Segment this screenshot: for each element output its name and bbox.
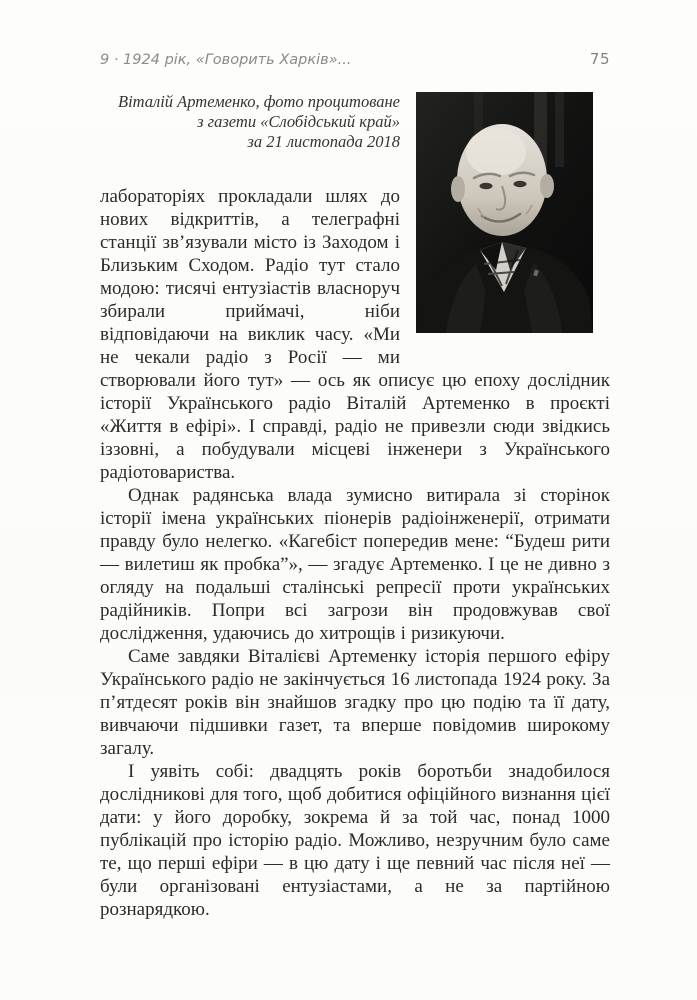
page-main: [100, 92, 610, 921]
page-number: 75: [589, 50, 610, 68]
caption-line: за 21 листопада 2018: [247, 132, 400, 151]
text-column: [100, 50, 610, 921]
caption-line: з газети «Слобідський край»: [197, 112, 400, 131]
portrait-photo: [416, 92, 593, 333]
caption-line: Віталій Артеменко, фото процитоване: [117, 92, 400, 111]
body-paragraph: Однак радянська влада зумисно витирала зі сторінок історії імена українських піонерів радіоінженерії, отримати правду було нелегко. «Кагебіст попередив мене: “Будеш рити — вилетиш як пробка”», — згадує Артеменко. І це не дивно з огляду на подальші сталінські репресії проти українських радійників. Попри всі загрози він продовжував свої дослідження, удаючись до хитрощів і ризикуючи.: [100, 485, 610, 644]
chapter-running-title: 9 · 1924 рік, «Говорить Харків»...: [100, 52, 352, 68]
running-header: [100, 50, 610, 68]
portrait-photo-illustration: [416, 92, 593, 333]
body-paragraph: І уявіть собі: двадцять років боротьби знадобилося дослідникові для того, щоб добитися офіційного визнання цієї дати: у його доробку, зокрема й за той час, понад 1000 публікацій про історію радіо. Можливо, незручним було саме те, що перші ефіри — в цю дату і ще певний час після неї — були організовані ентузіастами, а не за партійною рознарядкою.: [100, 761, 610, 920]
body-paragraph: лабораторіях прокладали шлях до нових відкриттів, а телеграфні станції зв’язували місто із Заходом і Близьким Сходом. Радіо тут стало модою: тисячі ентузіастів власноруч збирали приймачі, ніби відповідаючи на виклик часу. «Ми не чекали радіо з Росії — ми створювали його тут» — ось як описує цю епоху дослідник історії Українського радіо Віталій Артеменко в проєкті «Життя в ефірі». І справді, радіо не привезли сюди звідкись іззовні, а побудували місцеві інженери з Українського радіотовариства.: [100, 186, 610, 483]
body-paragraph: Саме завдяки Віталієві Артеменку історія першого ефіру Українського радіо не закінчується 16 листопада 1924 року. За п’ятдесят років він знайшов згадку про цю подію та її дату, вивчаючи підшивки газет, та вперше повідомив широкому загалу.: [100, 646, 610, 759]
